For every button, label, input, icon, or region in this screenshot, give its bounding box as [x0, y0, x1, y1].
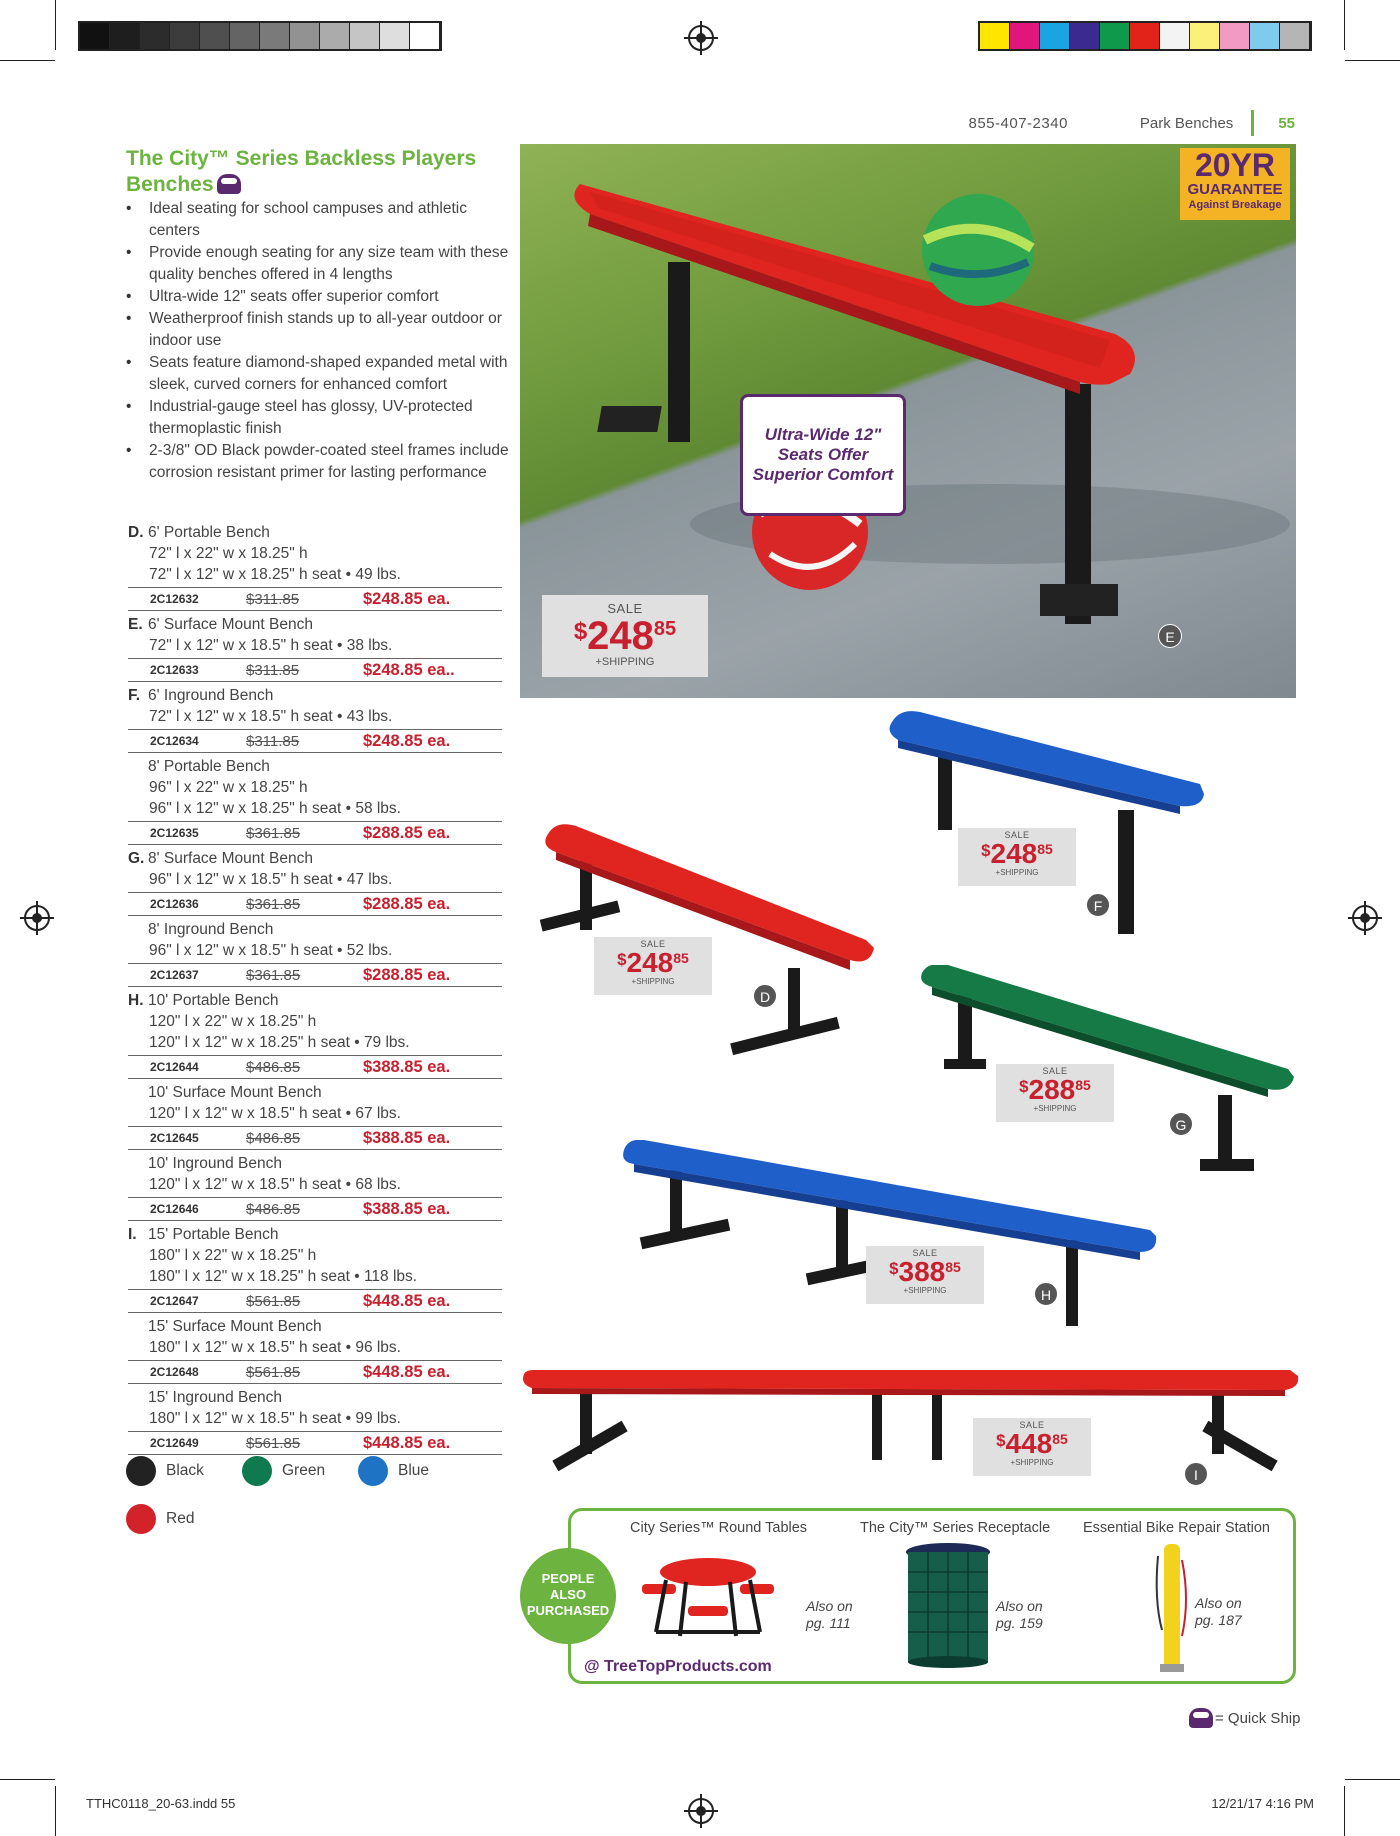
registration-mark-icon — [688, 1798, 714, 1824]
price-row — [128, 658, 502, 682]
shipping-note: +SHIPPING — [995, 868, 1039, 877]
page-ref-line: Also on — [996, 1598, 1043, 1614]
sale-price: $448.85 ea. — [363, 1362, 451, 1381]
original-price: $311.85 — [246, 590, 300, 608]
gray-swatch — [170, 23, 200, 49]
dollar-sign: $ — [617, 949, 627, 969]
product-letter-g: G — [1169, 1112, 1193, 1136]
color-swatch — [126, 1456, 156, 1486]
price-dollars: 288 — [1028, 1074, 1076, 1105]
original-price: $486.85 — [246, 1200, 301, 1218]
crop-mark — [1345, 1779, 1400, 1780]
color-name: Black — [166, 1462, 204, 1479]
shipping-note: +SHIPPING — [903, 1286, 947, 1295]
gray-swatch — [110, 23, 140, 49]
color-name: Green — [282, 1462, 326, 1479]
also-item-receptacle[interactable]: The City™ Series Receptacle — [860, 1520, 1051, 1536]
header-divider — [1251, 110, 1254, 136]
product-spec: 180" l x 12" w x 18.5" h seat • 96 lbs. — [149, 1339, 401, 1356]
product-spec: 120" l x 12" w x 18.5" h seat • 67 lbs. — [149, 1105, 401, 1122]
crop-mark — [55, 1786, 56, 1836]
product-name-text: 6' Surface Mount Bench — [148, 616, 313, 633]
price-cents: 85 — [673, 950, 689, 967]
original-price: $361.85 — [246, 895, 301, 913]
dollar-sign: $ — [996, 1430, 1006, 1450]
product-name-text: 10' Portable Bench — [148, 992, 279, 1009]
sale-price: $388.85 ea. — [363, 1199, 451, 1218]
sale-label: SALE — [1004, 830, 1030, 840]
dollar-sign: $ — [573, 617, 588, 645]
price-cents: 85 — [1037, 841, 1053, 858]
product-entry — [128, 1224, 502, 1313]
product-spec: 120" l x 22" w x 18.25" h — [149, 1013, 317, 1030]
original-price: $561.85 — [246, 1434, 301, 1452]
sale-tag-h — [866, 1246, 984, 1304]
product-name — [128, 1387, 502, 1408]
crop-mark — [0, 60, 55, 61]
crop-mark — [1344, 1786, 1345, 1836]
product-entry — [128, 1082, 502, 1150]
feature-item: • Provide enough seating for any size team with these quality benches offered in 4 lengths — [126, 242, 511, 286]
price-row — [128, 1126, 502, 1150]
product-letter-e: E — [1158, 624, 1182, 648]
product-entry — [128, 1387, 502, 1455]
product-name-text: 10' Surface Mount Bench — [148, 1084, 322, 1101]
registration-mark-icon — [24, 905, 50, 931]
guarantee-years: 20YR — [1194, 147, 1276, 183]
phone-number[interactable]: 855-407-2340 — [968, 114, 1068, 132]
feature-item: • Ultra-wide 12" seats offer superior comfort — [126, 286, 511, 308]
product-letter: I. — [128, 1226, 137, 1243]
shipping-note: +SHIPPING — [595, 656, 655, 668]
product-spec: 72" l x 12" w x 18.25" h seat • 49 lbs. — [149, 566, 401, 583]
sku: 2C12645 — [150, 1131, 199, 1145]
feature-item: • Industrial-gauge steel has glossy, UV-protected thermoplastic finish — [126, 396, 511, 440]
product-entry — [128, 522, 502, 611]
sale-label: SALE — [1019, 1420, 1045, 1430]
product-name — [128, 1153, 502, 1174]
sale-price: $388.85 ea. — [363, 1128, 451, 1147]
title-line: The City™ Series Backless Players — [126, 147, 477, 170]
process-swatch — [1040, 23, 1070, 49]
product-letter: F. — [128, 687, 141, 704]
color-name: Red — [166, 1510, 195, 1527]
original-price: $361.85 — [246, 966, 301, 984]
sku: 2C12646 — [150, 1202, 199, 1216]
sale-label: SALE — [607, 601, 643, 616]
product-letter: D. — [128, 524, 144, 541]
price-dollars: 248 — [587, 614, 654, 658]
product-name — [128, 848, 502, 869]
product-spec: 120" l x 12" w x 18.5" h seat • 68 lbs. — [149, 1176, 401, 1193]
color-swatch — [358, 1456, 388, 1486]
product-letter: H. — [128, 992, 144, 1009]
process-swatch — [1280, 23, 1310, 49]
price-row — [128, 1289, 502, 1313]
product-title — [126, 146, 516, 198]
sku: 2C12649 — [150, 1436, 199, 1450]
guarantee-label: GUARANTEE — [1187, 181, 1283, 198]
product-spec: 120" l x 12" w x 18.25" h seat • 79 lbs. — [149, 1034, 410, 1051]
price-row — [128, 729, 502, 753]
crop-mark — [55, 0, 56, 50]
original-price: $486.85 — [246, 1129, 301, 1147]
product-name — [128, 1224, 502, 1245]
quick-ship-icon — [217, 174, 241, 194]
sale-price-display — [958, 840, 1076, 868]
product-name — [128, 685, 502, 706]
sale-price-display — [542, 616, 708, 656]
sale-label: SALE — [640, 939, 666, 949]
sale-price: $248.85 ea. — [363, 731, 451, 750]
product-spec: 72" l x 12" w x 18.5" h seat • 38 lbs. — [149, 637, 393, 654]
also-page-ref — [806, 1598, 853, 1632]
price-cents: 85 — [1075, 1077, 1091, 1094]
product-entry — [128, 756, 502, 845]
product-entry — [128, 848, 502, 916]
gray-swatch — [140, 23, 170, 49]
color-swatch — [242, 1456, 272, 1486]
color-option — [126, 1504, 194, 1534]
crop-mark — [1345, 60, 1400, 61]
product-name-text: 15' Portable Bench — [148, 1226, 279, 1243]
sale-price: $388.85 ea. — [363, 1057, 451, 1076]
badge-line: PEOPLE — [541, 1571, 595, 1586]
product-spec: 72" l x 12" w x 18.5" h seat • 43 lbs. — [149, 708, 393, 725]
price-row — [128, 587, 502, 611]
sale-price: $448.85 ea. — [363, 1433, 451, 1452]
product-entry — [128, 990, 502, 1079]
process-swatch — [1160, 23, 1190, 49]
sale-price-display — [866, 1258, 984, 1286]
sku: 2C12637 — [150, 968, 199, 982]
sale-price: $288.85 ea. — [363, 823, 451, 842]
sale-label: SALE — [912, 1248, 938, 1258]
feature-item: • Ideal seating for school campuses and athletic centers — [126, 198, 511, 242]
process-swatch — [1100, 23, 1130, 49]
website-link[interactable]: @ TreeTopProducts.com — [584, 1658, 772, 1675]
price-row — [128, 821, 502, 845]
product-name — [128, 990, 502, 1011]
file-slug: TTHC0118_20-63.indd 55 — [86, 1796, 236, 1811]
gray-swatch — [350, 23, 380, 49]
comfort-callout — [740, 394, 906, 516]
gray-swatch — [80, 23, 110, 49]
sale-price: $248.85 ea.. — [363, 660, 455, 679]
process-swatch — [1130, 23, 1160, 49]
sku: 2C12644 — [150, 1060, 199, 1074]
sale-tag-f — [958, 828, 1076, 886]
gray-swatch — [410, 23, 440, 49]
dollar-sign: $ — [981, 840, 991, 860]
sku: 2C12633 — [150, 663, 199, 677]
feature-list — [126, 198, 511, 484]
price-cents: 85 — [945, 1259, 961, 1276]
color-option — [126, 1456, 204, 1486]
product-entry — [128, 1153, 502, 1221]
product-entry — [128, 685, 502, 753]
also-page-ref — [1195, 1595, 1242, 1629]
product-spec: 180" l x 22" w x 18.25" h — [149, 1247, 317, 1264]
bike-repair-station-image — [1152, 1540, 1192, 1674]
color-calibration-strip — [978, 21, 1312, 51]
color-swatch — [126, 1504, 156, 1534]
price-row — [128, 1360, 502, 1384]
page-header — [969, 110, 1296, 136]
process-swatch — [1250, 23, 1280, 49]
shipping-note: +SHIPPING — [631, 977, 675, 986]
product-name — [128, 1082, 502, 1103]
quick-ship-legend — [1186, 1708, 1300, 1728]
page-ref-line: Also on — [806, 1598, 853, 1614]
page-ref-line: Also on — [1195, 1595, 1242, 1611]
gray-swatch — [290, 23, 320, 49]
product-entry — [128, 1316, 502, 1384]
product-letter-i: I — [1184, 1462, 1208, 1486]
price-row — [128, 963, 502, 987]
product-spec: 72" l x 22" w x 18.25" h — [149, 545, 308, 562]
callout-text: Ultra-Wide 12" Seats Offer Superior Comfort — [752, 425, 894, 484]
sale-price-display — [996, 1076, 1114, 1104]
product-name-text: 6' Inground Bench — [148, 687, 274, 704]
feature-item: • Seats feature diamond-shaped expanded metal with sleek, curved corners for enhanced comfort — [126, 352, 511, 396]
product-entry — [128, 614, 502, 682]
page-ref-line: pg. 159 — [996, 1615, 1043, 1631]
shipping-note: +SHIPPING — [1033, 1104, 1077, 1113]
gray-swatch — [200, 23, 230, 49]
also-page-ref — [996, 1598, 1043, 1632]
sale-price: $448.85 ea. — [363, 1291, 451, 1310]
product-letter-f: F — [1086, 893, 1110, 917]
product-name-text: 6' Portable Bench — [148, 524, 270, 541]
sku: 2C12636 — [150, 897, 199, 911]
crop-mark — [1344, 0, 1345, 50]
sale-price-display — [594, 949, 712, 977]
sku: 2C12635 — [150, 826, 199, 840]
also-item-bike-repair[interactable]: Essential Bike Repair Station — [1083, 1520, 1270, 1536]
sale-price: $248.85 ea. — [363, 589, 451, 608]
gray-calibration-strip — [78, 21, 442, 51]
product-spec: 96" l x 12" w x 18.5" h seat • 52 lbs. — [149, 942, 393, 959]
dollar-sign: $ — [1019, 1076, 1029, 1096]
round-table-image — [636, 1552, 780, 1640]
bench-f-image — [880, 710, 1220, 940]
product-name — [128, 756, 502, 777]
product-spec: 96" l x 12" w x 18.25" h seat • 58 lbs. — [149, 800, 401, 817]
product-name — [128, 614, 502, 635]
sale-tag-hero — [542, 595, 708, 677]
product-name-text: 8' Surface Mount Bench — [148, 850, 313, 867]
feature-item: • Weatherproof finish stands up to all-year outdoor or indoor use — [126, 308, 511, 352]
badge-line: ALSO — [549, 1587, 587, 1602]
also-purchased-badge — [520, 1548, 616, 1644]
also-item-round-tables[interactable]: City Series™ Round Tables — [630, 1520, 808, 1536]
gray-swatch — [380, 23, 410, 49]
process-swatch — [1190, 23, 1220, 49]
price-cents: 85 — [653, 618, 677, 640]
product-entry — [128, 919, 502, 987]
product-price-list — [128, 522, 502, 1458]
date-slug: 12/21/17 4:16 PM — [1211, 1796, 1314, 1811]
sale-price-display — [973, 1430, 1091, 1458]
sku: 2C12634 — [150, 734, 199, 748]
bench-h-image — [620, 1140, 1160, 1340]
receptacle-image — [904, 1542, 992, 1670]
sale-tag-d — [594, 937, 712, 995]
original-price: $361.85 — [246, 824, 301, 842]
registration-mark-icon — [688, 25, 714, 51]
price-cents: 85 — [1052, 1431, 1068, 1448]
shipping-note: +SHIPPING — [1010, 1458, 1054, 1467]
sku: 2C12632 — [150, 592, 199, 606]
product-name-text: 15' Inground Bench — [148, 1389, 282, 1406]
sale-label: SALE — [1042, 1066, 1068, 1076]
product-spec: 96" l x 22" w x 18.25" h — [149, 779, 308, 796]
color-option — [358, 1456, 429, 1486]
price-dollars: 248 — [626, 947, 674, 978]
product-spec: 180" l x 12" w x 18.25" h seat • 118 lbs. — [149, 1268, 418, 1285]
price-row — [128, 1055, 502, 1079]
original-price: $486.85 — [246, 1058, 301, 1076]
product-name-text: 15' Surface Mount Bench — [148, 1318, 322, 1335]
product-name-text: 8' Inground Bench — [148, 921, 274, 938]
sale-price: $288.85 ea. — [363, 965, 451, 984]
process-swatch — [1010, 23, 1040, 49]
original-price: $561.85 — [246, 1363, 301, 1381]
gray-swatch — [320, 23, 350, 49]
bench-i-image — [520, 1368, 1300, 1478]
sku: 2C12647 — [150, 1294, 199, 1308]
sku: 2C12648 — [150, 1365, 199, 1379]
guarantee-badge — [1180, 148, 1290, 220]
price-row — [128, 892, 502, 916]
price-dollars: 448 — [1005, 1428, 1053, 1459]
quick-ship-legend-text: = Quick Ship — [1215, 1709, 1301, 1727]
gray-swatch — [230, 23, 260, 49]
process-swatch — [1220, 23, 1250, 49]
product-name-text: 8' Portable Bench — [148, 758, 270, 775]
product-letter-h: H — [1034, 1282, 1058, 1306]
sale-price: $288.85 ea. — [363, 894, 451, 913]
dollar-sign: $ — [889, 1258, 899, 1278]
color-option — [242, 1456, 325, 1486]
process-swatch — [1070, 23, 1100, 49]
guarantee-subtitle: Against Breakage — [1188, 199, 1282, 211]
price-row — [128, 1197, 502, 1221]
section-name: Park Benches — [1139, 114, 1234, 132]
title-line: Benches — [126, 173, 214, 196]
original-price: $311.85 — [246, 661, 300, 679]
product-name — [128, 522, 502, 543]
gray-swatch — [260, 23, 290, 49]
sale-tag-i — [973, 1418, 1091, 1476]
process-swatch — [980, 23, 1010, 49]
product-letter-d: D — [753, 984, 777, 1008]
page-ref-line: pg. 111 — [806, 1615, 851, 1631]
page-ref-line: pg. 187 — [1195, 1612, 1242, 1628]
color-name: Blue — [398, 1462, 430, 1479]
product-spec: 180" l x 12" w x 18.5" h seat • 99 lbs. — [149, 1410, 401, 1427]
product-name-text: 10' Inground Bench — [148, 1155, 282, 1172]
crop-mark — [0, 1779, 55, 1780]
registration-mark-icon — [1352, 905, 1378, 931]
original-price: $561.85 — [246, 1292, 301, 1310]
badge-line: PURCHASED — [526, 1603, 610, 1618]
price-row — [128, 1431, 502, 1455]
quick-ship-icon — [1189, 1708, 1213, 1728]
product-spec: 96" l x 12" w x 18.5" h seat • 47 lbs. — [149, 871, 393, 888]
original-price: $311.85 — [246, 732, 300, 750]
price-dollars: 248 — [990, 838, 1038, 869]
page-number: 55 — [1278, 114, 1295, 132]
sale-tag-g — [996, 1064, 1114, 1122]
product-name — [128, 919, 502, 940]
product-letter: G. — [128, 850, 145, 867]
price-dollars: 388 — [898, 1256, 946, 1287]
feature-item: • 2-3/8" OD Black powder-coated steel frames include corrosion resistant primer for lasting performance — [126, 440, 511, 484]
product-name — [128, 1316, 502, 1337]
product-letter: E. — [128, 616, 143, 633]
